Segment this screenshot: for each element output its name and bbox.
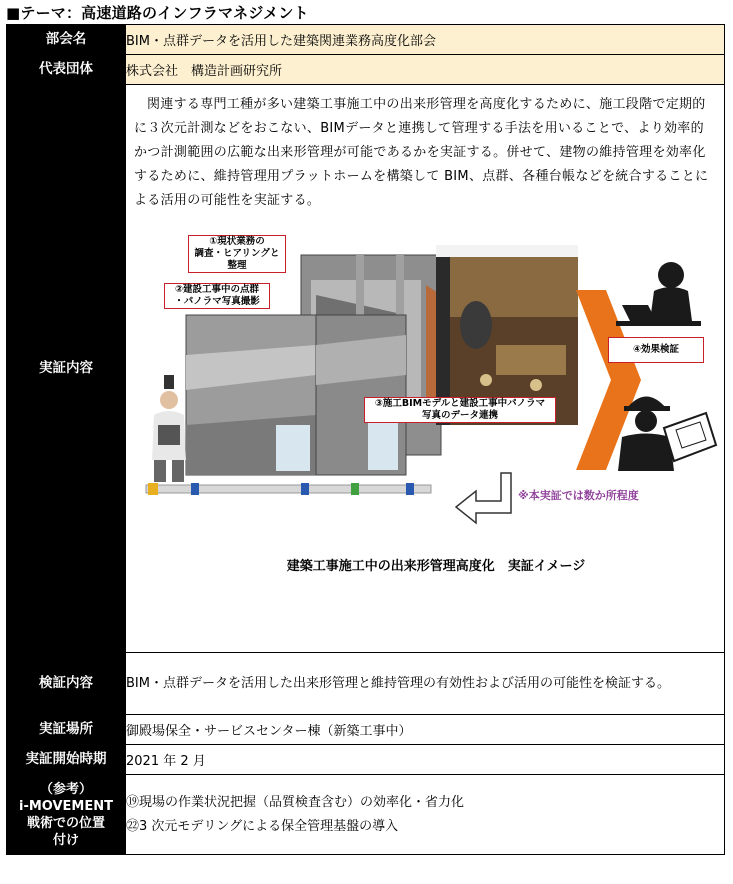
figure-illustration [136,225,733,545]
description-paragraph: 関連する専門工種が多い建築工事施工中の出来形管理を高度化するために、施工段階で定期的に３次元計測などをおこない、BIMデータと連携して管理する手法を用いることで、より効率的かつ計測範囲の広範な出来形管理が可能であるかを実証する。併せて、建物の維持管理を効率化するために、維持管理用プラットホームを構築して BIM、点群、各種台帳などを統合することによる活用の可能性を実証する。 [134,97,709,208]
table-row [7,25,725,55]
figure-caption: 建築工事施工中の出来形管理高度化 実証イメージ [286,559,586,574]
row-value-kaishi: 2021 年 2 月 [126,745,725,775]
construction-worker-icon [618,397,716,472]
label-line: 付け [52,832,79,848]
table-row [7,653,725,715]
callout-step1: ①現状業務の 調査・ヒアリングと 整理 [188,235,286,273]
page-title: ■テーマ：高速道路のインフラマネジメント [6,4,309,22]
person-scanner-icon [152,375,186,482]
row-value-basho: 御殿場保全・サービスセンター棟（新築工事中） [126,715,725,745]
row-label-basho: 実証場所 [7,715,126,745]
row-value-jissho [126,85,725,653]
concept-figure [136,225,733,575]
row-value-sanko [126,775,725,855]
timeline-slider [146,483,431,495]
row-value-daihyo: 株式会社 構造計画研究所 [126,55,725,85]
desk-worker-icon [616,262,701,326]
callout-step4: ④効果検証 [608,337,704,363]
table-row [7,55,725,85]
info-table [6,24,725,855]
table-row [7,85,725,653]
row-label-daihyo: 代表団体 [7,55,126,85]
row-label-kaishi: 実証開始時期 [7,745,126,775]
table-row [7,715,725,745]
return-arrow-icon [456,473,511,523]
row-label-sanko [7,775,126,855]
row-label-bukai: 部会名 [7,25,126,55]
table-row [7,775,725,855]
point-cloud-image [186,315,406,475]
label-line: （参考） [39,781,92,797]
list-item: ⑲現場の作業状況把握（品質検査含む）の効率化・省力化 [126,794,465,810]
label-line: i-MOVEMENT [19,798,113,814]
row-value-kensho: BIM・点群データを活用した出来形管理と維持管理の有効性および活用の可能性を検証する。 [126,653,725,715]
row-label-jissho: 実証内容 [7,85,126,653]
row-value-bukai: BIM・点群データを活用した建築関連業務高度化部会 [126,25,725,55]
callout-step2: ②建設工事中の点群 ・パノラマ写真撮影 [164,283,270,309]
row-label-kensho: 検証内容 [7,653,126,715]
callout-step3: ③施工BIMモデルと建設工事中パノラマ 写真のデータ連携 [364,397,556,423]
table-row [7,745,725,775]
list-item: ㉒3 次元モデリングによる保全管理基盤の導入 [126,818,399,834]
note-text: ※本実証では数か所程度 [518,489,639,502]
label-line: 戦術での位置 [26,815,105,831]
